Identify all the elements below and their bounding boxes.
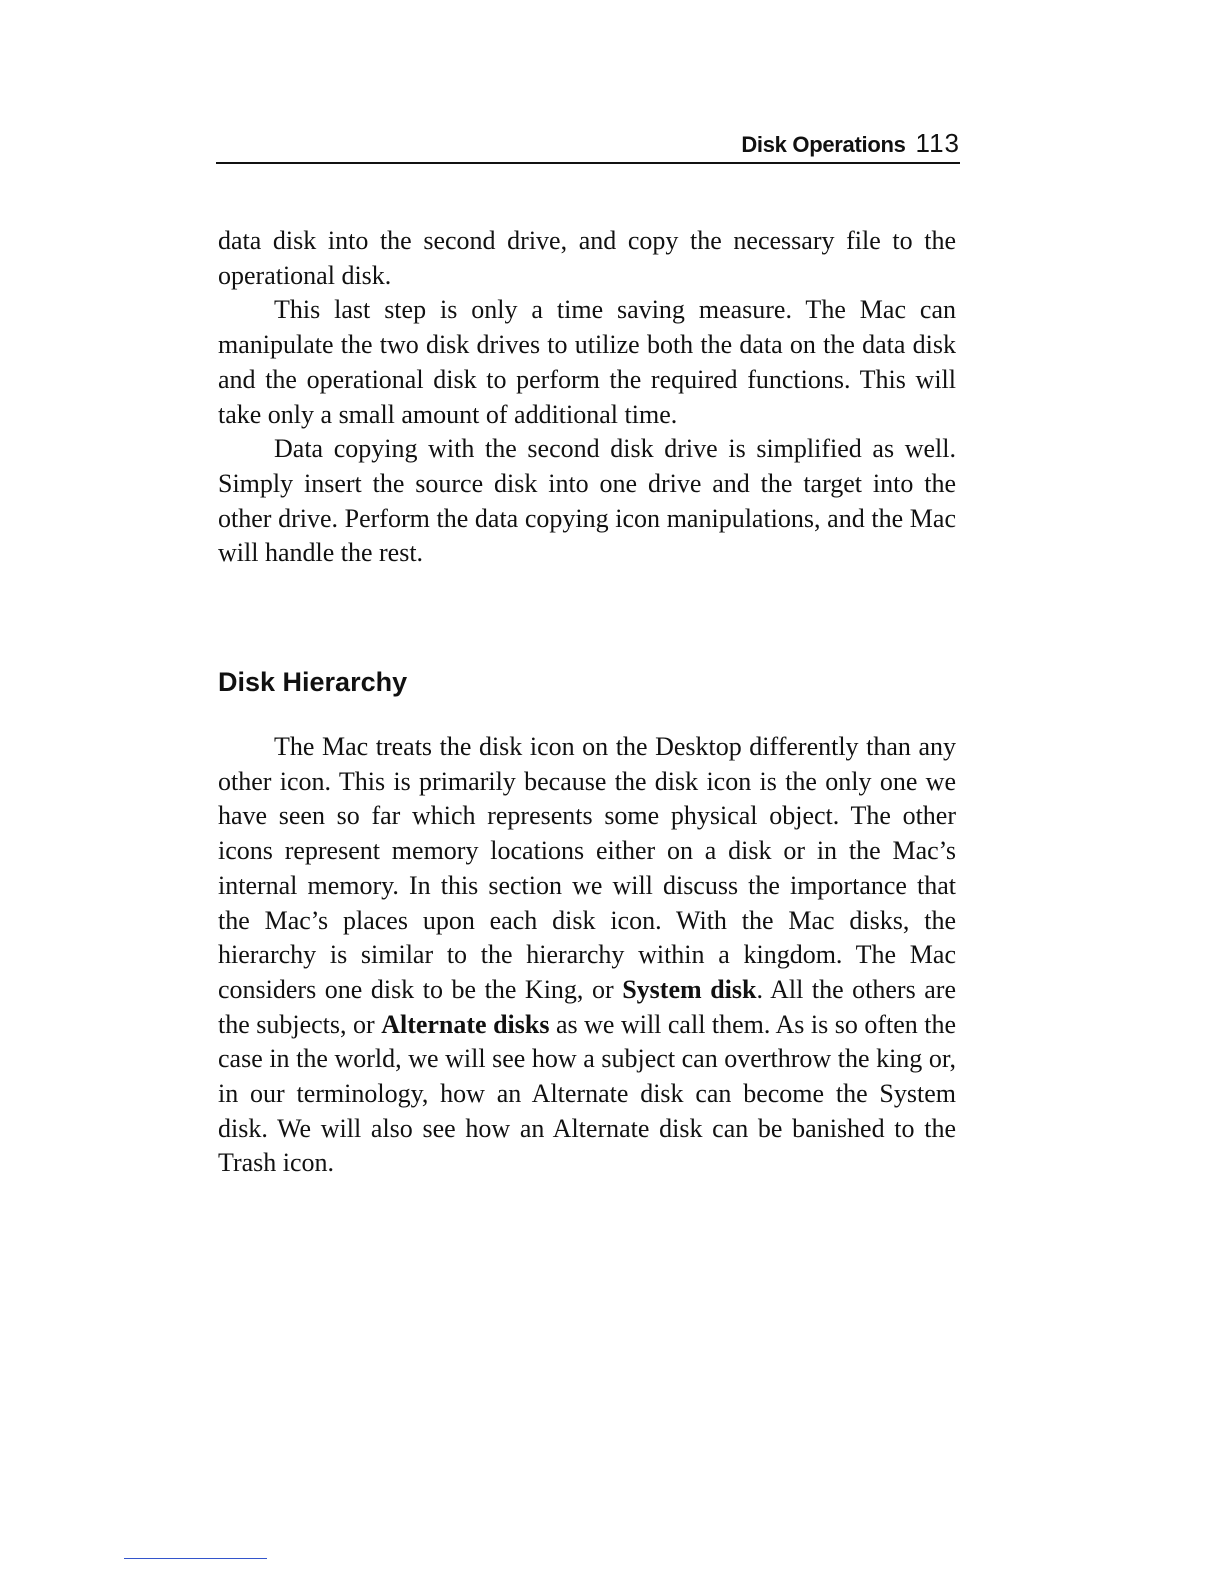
term-system-disk: System disk	[622, 974, 757, 1004]
section-heading: Disk Hierarchy	[218, 667, 408, 697]
intro-text	[218, 224, 956, 571]
section-title: Disk Operations	[741, 132, 906, 157]
text-span: as we will call them. As is so often the case in the world, we will see how a subject can overthrow the king or, in our terminology, how an Alternate disk can become the System disk. We will also see how an Alternate disk can be banished to the Trash icon.	[218, 1009, 957, 1178]
footer-rule	[124, 1558, 267, 1559]
paragraph-continued: data disk into the second drive, and copy the necessary file to the operational disk.	[218, 226, 956, 290]
section-text	[218, 730, 956, 1181]
text-span: The Mac treats the disk icon on the Desktop differently than any other icon. This is primarily because the disk icon is the only one we have seen so far which represents some physical object. The other icons represent memory locations either on a disk or in the Mac’s internal memory. In this section we will discuss the importance that the Mac’s places upon each disk icon. With the Mac disks, the hierarchy is similar to the hierarchy within a kingdom. The Mac considers one disk to be the King, or	[218, 732, 956, 1004]
paragraph-time-saving: This last step is only a time saving measure. The Mac can manipulate the two disk drives to utilize both the data on the data disk and the operational disk to perform the required functions. This will take only a small amount of additional time.	[218, 295, 956, 429]
text-span: . All the others are the subjects, or	[218, 974, 956, 1039]
paragraph-data-copying: Data copying with the second disk drive is simplified as well. Simply insert the source disk into one drive and the target into the other drive. Perform the data copying icon manipulations, and the Mac will handle the rest.	[218, 434, 956, 568]
term-alternate-disks: Alternate disks	[381, 1009, 550, 1039]
paragraph-disk-hierarchy	[218, 730, 956, 1181]
page-number: 113	[915, 128, 960, 158]
running-header	[216, 124, 960, 164]
